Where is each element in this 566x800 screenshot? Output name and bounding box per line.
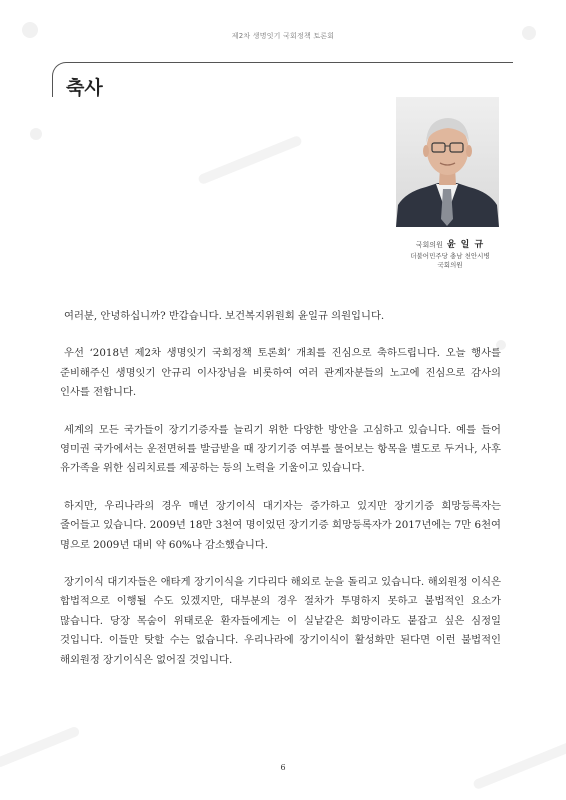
portrait-caption <box>380 237 520 270</box>
caption-role: 국회의원 <box>415 241 443 249</box>
caption-affiliation: 더불어민주당 충남 천안시병 <box>410 252 490 260</box>
caption-name: 윤 일 규 <box>446 240 485 250</box>
section-title: 축사 <box>66 77 103 99</box>
paragraph: 여러분, 안녕하십니까? 반갑습니다. 보건복지위원회 윤일규 의원입니다. <box>64 310 385 322</box>
paragraph: 장기이식 대기자들은 애타게 장기이식을 기다리다 해외로 눈을 돌리고 있습니다. 해외원정 이식은 합법적으로 이행될 수도 있겠지만, 대부분의 경우 절차가 투명하지 못하고 불법적인 요소가 많습니다. 당장 목숨이 위태로운 환자들에게는 이 실낱같은 희망이라도 붙잡고 싶은 심정일 것입니다. 이들만 탓할 수는 없습니다. 우리나라에 장기이식이 활성화만 된다면 이런 불법적인 해외원정 장기이식은 없어질 것입니다. <box>60 576 501 666</box>
caption-position: 국회의원 <box>437 261 463 269</box>
background-dot <box>30 128 42 140</box>
portrait-illustration <box>396 97 499 227</box>
portrait-photo <box>396 97 499 227</box>
paragraph: 세계의 모든 국가들이 장기기증자를 늘리기 위한 다양한 방안을 고심하고 있습니다. 예를 들어 영미권 국가에서는 운전면허를 발급받을 때 장기기증 여부를 물어보는 항목을 별도로 두거나, 사후 유가족을 위한 심리치료를 제공하는 등의 노력을 기울이고 있습니다. <box>60 423 501 475</box>
section-title-frame <box>52 62 513 97</box>
speech-body <box>60 307 501 688</box>
paragraph: 우선 ‘2018년 제2차 생명잇기 국회정책 토론회’ 개최를 진심으로 축하드립니다. 오늘 행사를 준비해주신 생명잇기 안규리 이사장님을 비롯하여 여러 관계자분들의 노고에 진심으로 감사의 인사를 전합니다. <box>60 347 501 399</box>
running-header: 제2차 생명잇기 국회정책 토론회 <box>231 32 335 40</box>
paragraph: 하지만, 우리나라의 경우 매년 장기이식 대기자는 증가하고 있지만 장기기증 희망등록자는 줄어들고 있습니다. 2009년 18만 3천여 명이었던 장기기증 희망등록자가 2017년에는 7만 6천여 명으로 2009년 대비 약 60%나 감소했습니다. <box>60 499 501 551</box>
page-number: 6 <box>280 763 286 772</box>
background-streak <box>197 135 303 185</box>
caption-title-line <box>380 237 520 250</box>
